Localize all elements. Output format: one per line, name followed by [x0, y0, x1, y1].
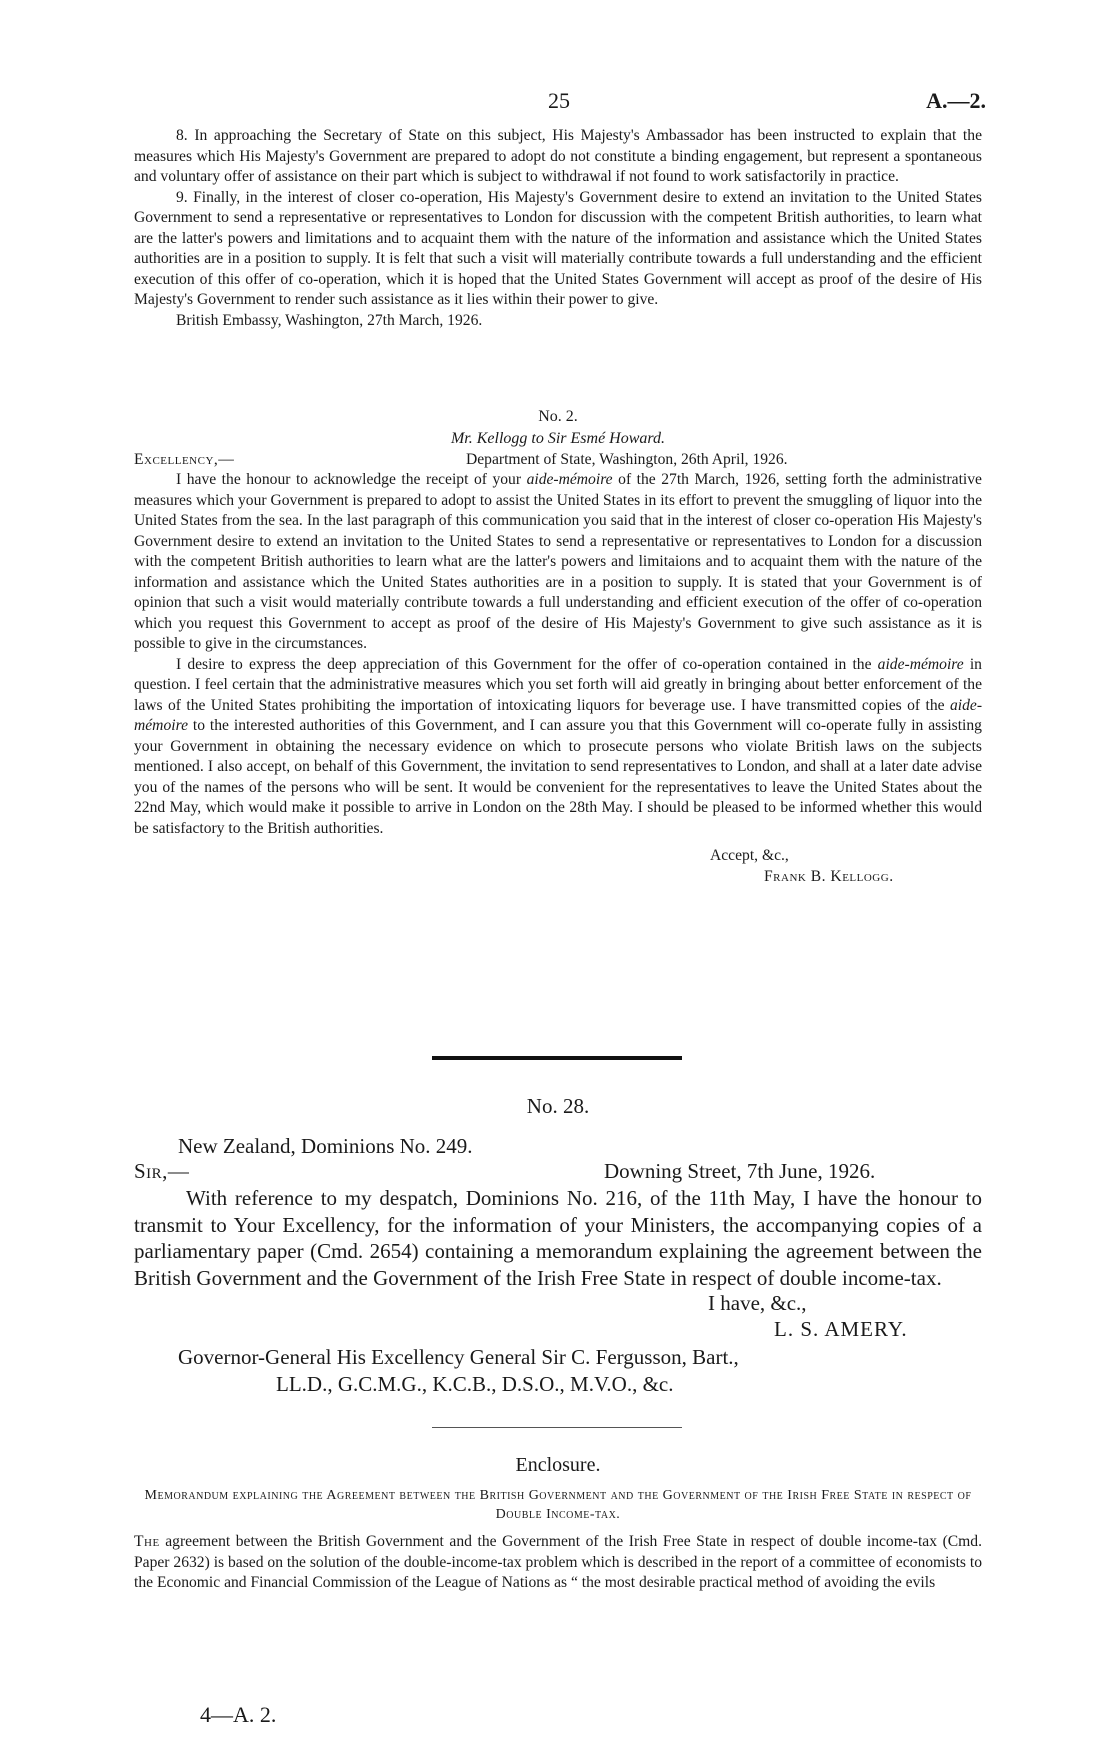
letter-no-2 — [134, 406, 982, 887]
memorandum-title: Memorandum explaining the Agreement between the British Government and the Government of the Irish Free State in respect of Double Income-tax. — [144, 1488, 972, 1522]
dominion-reference: New Zealand, Dominions No. 249. — [178, 1134, 473, 1158]
addressee-line-2: LL.D., G.C.M.G., K.C.B., D.S.O., M.V.O., &c. — [276, 1372, 674, 1396]
text-run: I desire to express the deep appreciation of this Government for the offer of co-operation contained in the — [176, 655, 872, 673]
memorandum-body — [134, 1532, 982, 1594]
letter-paragraph-2 — [134, 655, 982, 840]
paragraph-8: 8. In approaching the Secretary of State on this subject, His Majesty's Ambassador has been instructed to explain that the measures which His Majesty's Government are prepared to adopt do not constitute a binding engagement, but represent a spontaneous and voluntary offer of assistance on their part which is subject to withdrawal if not found to work satisfactorily in practice. — [134, 127, 982, 185]
despatch-number: No. 28. — [526, 1094, 590, 1118]
enclosure-heading: Enclosure. — [515, 1454, 601, 1476]
place-date: Downing Street, 7th June, 1926. — [604, 1159, 876, 1183]
lead-word: The — [134, 1533, 160, 1550]
closing: Accept, &c., — [710, 847, 789, 864]
addressee-line-1: Governor-General His Excellency General Sir C. Fergusson, Bart., — [178, 1345, 739, 1369]
letter-title: Mr. Kellogg to Sir Esmé Howard. — [450, 430, 666, 447]
despatch-no-28 — [134, 1092, 982, 1398]
place-date: Department of State, Washington, 26th April, 1926. — [466, 451, 788, 468]
signature-kellogg: Frank B. Kellogg. — [764, 868, 894, 885]
despatch-body: With reference to my despatch, Dominions No. 216, of the 11th May, I have the honour to transmit to Your Excellency, for the information of your Ministers, the accompanying copies of a parliamentary paper (Cmd. 2654) containing a memorandum explaining the agreement between the British Government and the Government of the Irish Free State in respect of double income-tax. — [134, 1186, 982, 1290]
section-divider — [432, 1056, 682, 1060]
signature-amery: L. S. AMERY. — [774, 1317, 908, 1341]
text-run: agreement between the British Government and the Government of the Irish Free State in respect of double income-tax (Cmd. Paper 2632) is based on the solution of the double-income-tax problem which is described in the report of a committee of economists to the Economic and Financial Commission of the League of Nations as “ the most desirable practical method of avoiding the evils — [134, 1533, 982, 1591]
italic-term: aide-mémoire — [877, 655, 964, 673]
italic-term: aide-mémoire — [526, 471, 613, 488]
letter-number: No. 2. — [538, 408, 578, 425]
text-run: in question. I feel certain that the administrative measures which you set forth will aid greatly in bringing about better enforcement of the laws of the United States prohibiting the importation of intoxicating liquors for beverage use. I have transmitted copies of the — [134, 655, 982, 714]
closing: I have, &c., — [708, 1291, 807, 1315]
paragraph-9: 9. Finally, in the interest of closer co-operation, His Majesty's Government desire to extend an invitation to the United States Government to send a representative or representatives to London for discussion with the competent British authorities, to learn what are the latter's powers and limitations and to acquaint them with the nature of the information and assistance which the United States authorities are in a position to supply. It is felt that such a visit will materially contribute towards a full understanding and the efficient execution of this offer of co-operation, which it is hoped that the United States Government will accept as proof of the desire of His Majesty's Government to render such assistance as it lies within their power to give. — [134, 188, 982, 308]
salutation-line — [134, 450, 982, 470]
page-number: 25 — [548, 88, 570, 113]
text-run: to the interested authorities of this Government, and I can assure you that this Government will co-operate fully in assisting your Government in obtaining the necessary evidence on which to prosecute persons who violate British laws on the subjects mentioned. I also accept, on behalf of this Government, the invitation to send representatives to London, and shall at a later date advise you of the names of the persons who will be sent. It would be convenient for the representatives to leave the United States about the 22nd May, which would make it possible to arrive in London on the 28th May. I should be pleased to be informed whether this would be satisfactory to the British authorities. — [134, 717, 982, 837]
salutation: Excellency,— — [134, 451, 235, 468]
salutation: Sir,— — [134, 1159, 190, 1183]
embassy-signoff: British Embassy, Washington, 27th March, 1926. — [176, 311, 483, 329]
text-run: I have the honour to acknowledge the receipt of your — [176, 471, 522, 488]
document-reference: A.—2. — [926, 88, 986, 113]
enclosure — [134, 1450, 982, 1594]
salutation-line — [134, 1158, 982, 1185]
letter-paragraph-1 — [134, 470, 982, 655]
section-divider-thin — [432, 1427, 682, 1428]
aide-memoire-continuation — [134, 126, 982, 331]
page-header — [0, 88, 1114, 118]
italic-term: aide-mémoire — [134, 696, 983, 734]
signature-mark: 4—A. 2. — [200, 1702, 277, 1727]
text-run: of the 27th March, 1926, setting forth the administrative measures which your Government is prepared to adopt to assist the United States in its effort to prevent the smuggling of liquor into the United States from the sea. In the last paragraph of this communication you said that in the interest of closer co-operation His Majesty's Government desire to extend an invitation to the United States to send a representative or representatives to London for a discussion with the competent British authorities to learn what are the latter's powers and limitaions and to acquaint them with the nature of the information and assistance which the United States authorities are in a position to supply. It is stated that your Government is of opinion that such a visit would materially contribute towards a full understanding and efficient execution of the offer of co-operation which you request this Government to accept as proof of the desire of His Majesty's Government to give such assistance as it is possible to give in the circumstances. — [134, 471, 982, 652]
